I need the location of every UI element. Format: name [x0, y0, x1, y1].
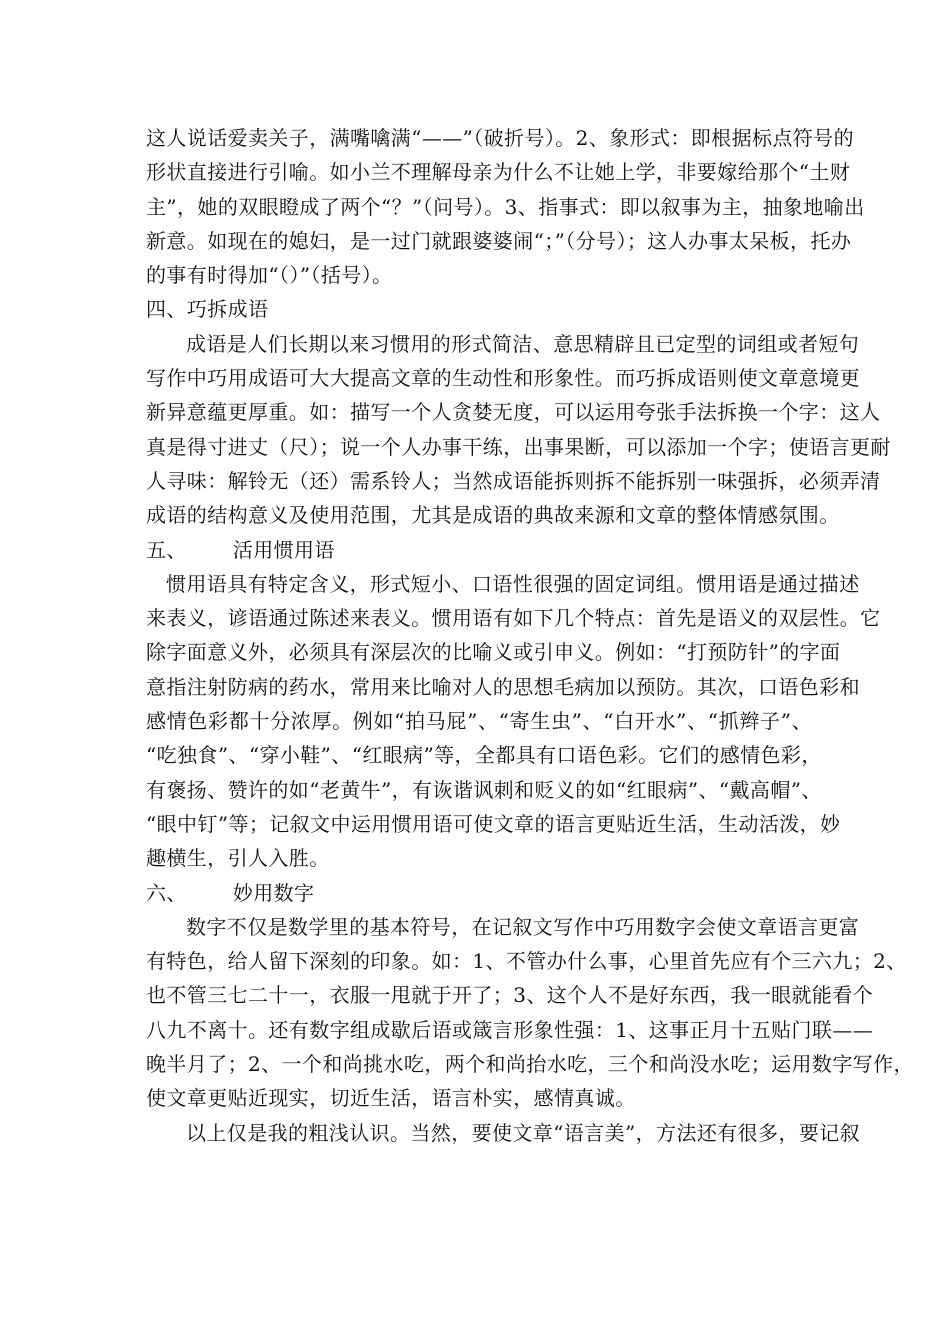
text-line: “吃独食”、“穿小鞋”、“红眼病”等，全都具有口语色彩。它们的感情色彩， [146, 743, 822, 768]
section-heading [146, 292, 812, 326]
text-line: 除字面意义外，必须具有深层次的比喻义或引申义。例如：“打预防针”的字面 [146, 640, 841, 665]
text-line: 写作中巧用成语可大大提高文章的生动性和形象性。而巧拆成语则使文章意境更 [146, 366, 860, 391]
section-title: 巧拆成语 [186, 297, 269, 322]
text-line: “眼中钉”等；记叙文中运用惯用语可使文章的语言更贴近生活，生动活泼，妙 [146, 811, 841, 836]
document-body [146, 121, 914, 1150]
text-line: 来表义，谚语通过陈述来表义。惯用语有如下几个特点：首先是语义的双层性。它 [146, 606, 881, 631]
text-line: 主”，她的双眼瞪成了两个“？”（问号）。3、指事式：即以叙事为主，抽象地喻出 [146, 194, 865, 219]
section-heading [146, 533, 812, 567]
text-line: 感情色彩都十分浓厚。例如“拍马屁”、“寄生虫”、“白开水”、“抓辫子”、 [146, 709, 812, 734]
section-title: 活用惯用语 [232, 537, 335, 562]
section-number: 六、 [146, 880, 187, 905]
text-line: 惯用语具有特定含义，形式短小、口语性很强的固定词组。惯用语是通过描述 [166, 571, 860, 596]
text-line: 也不管三七二十一，衣服一甩就于开了；3、这个人不是好东西，我一眼就能看个 [146, 983, 874, 1008]
text-line: 成语是人们长期以来习惯用的形式简洁、意思精辟且已定型的词组或者短句 [186, 331, 860, 356]
text-line: 真是得寸进丈（尺）；说一个人办事干练，出事果断，可以添加一个字；使语言更耐 [146, 434, 891, 459]
text-line: 有褒扬、赞许的如“老黄牛”，有诙谐讽刺和贬义的如“红眼病”、“戴高帽”、 [146, 777, 822, 802]
text-line: 成语的结构意义及使用范围，尤其是成语的典故来源和文章的整体情感氛围。 [146, 503, 840, 528]
text-line: 人寻味：解铃无（还）需系铃人；当然成语能拆则拆不能拆别一味强拆，必须弄清 [146, 468, 881, 493]
text-line: 新意。如现在的媳妇，是一过门就跟婆婆闹“；”（分号）；这人办事太呆板，托办 [146, 228, 852, 253]
section-number: 五、 [146, 537, 187, 562]
text-line: 这人说话爱卖关子，满嘴噙满“——”（破折号）。2、象形式：即根据标点符号的 [146, 126, 854, 150]
text-line: 使文章更贴近现实，切近生活，语言朴实，感情真诚。 [146, 1086, 636, 1111]
text-line: 的事有时得加“（）”（括号）。 [146, 263, 393, 288]
text-line: 有特色，给人留下深刻的印象。如：1、不管办什么事，心里首先应有个三六九；2、 [146, 949, 907, 974]
text-line: 晚半月了；2、一个和尚挑水吃，两个和尚抬水吃，三个和尚没水吃；运用数字写作， [146, 1052, 914, 1077]
text-line: 以上仅是我的粗浅认识。当然，要使文章“语言美”，方法还有很多，要记叙 [186, 1120, 861, 1145]
text-line: 新异意蕴更厚重。如：描写一个人贪婪无度，可以运用夸张手法拆换一个字：这人 [146, 400, 881, 425]
section-number: 四、 [146, 297, 187, 322]
text-line: 数字不仅是数学里的基本符号，在记叙文写作中巧用数字会使文章语言更富 [186, 914, 860, 939]
text-line: 形状直接进行引喻。如小兰不理解母亲为什么不让她上学，非要嫁给那个“土财 [146, 160, 851, 185]
section-heading [146, 876, 812, 910]
section-title: 妙用数字 [232, 880, 315, 905]
text-line: 趣横生，引人入胜。 [146, 846, 330, 871]
text-line: 意指注射防病的药水，常用来比喻对人的思想毛病加以预防。其次，口语色彩和 [146, 674, 860, 699]
text-line: 八九不离十。还有数字组成歇后语或箴言形象性强：1、这事正月十五贴门联—— [146, 1017, 874, 1042]
